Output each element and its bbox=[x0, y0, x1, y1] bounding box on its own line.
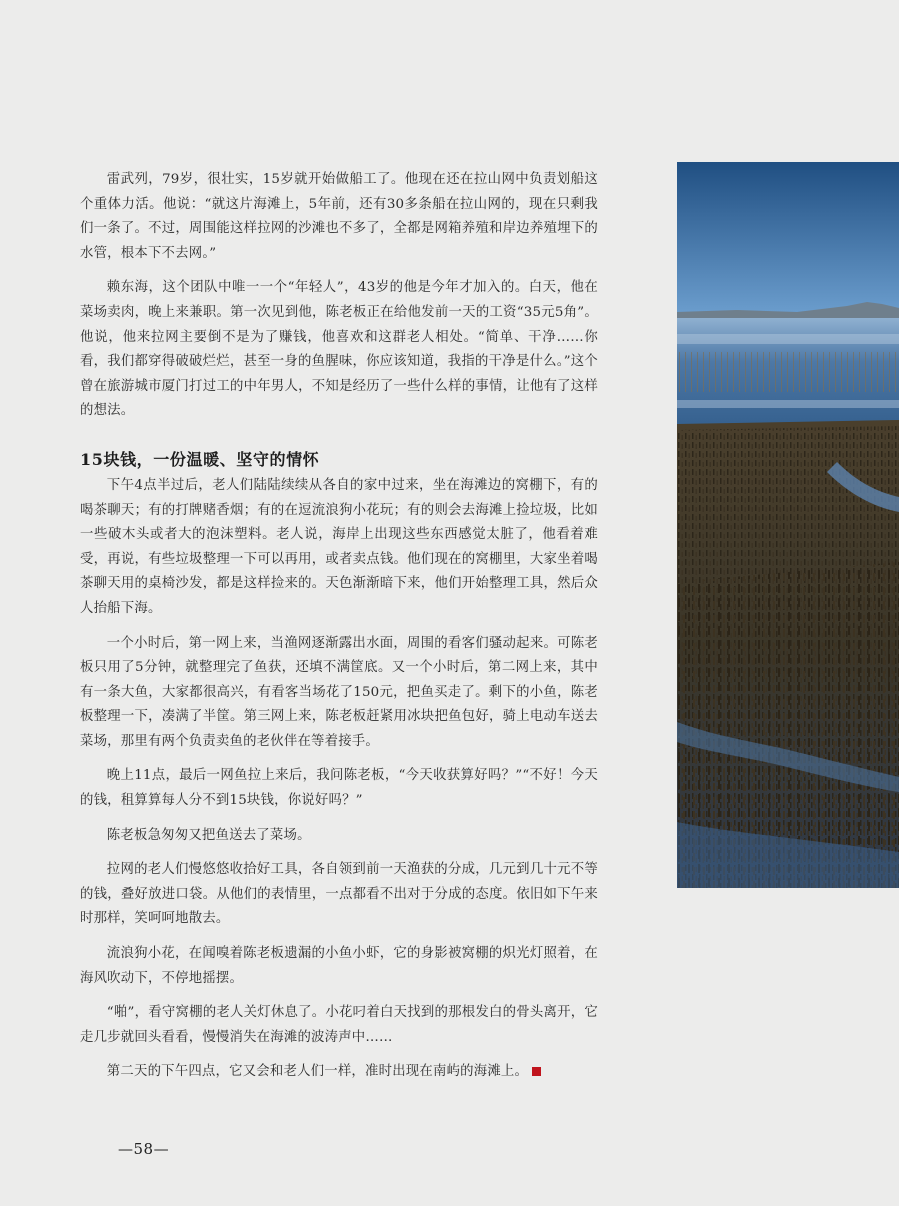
mudflat-photo-image bbox=[677, 162, 899, 888]
paragraph-last-net: 晚上11点，最后一网鱼拉上来后，我问陈老板，“今天收获算好吗？”“不好！今天的钱，租算算每人分不到15块钱，你说好吗？” bbox=[80, 768, 598, 809]
paragraph-first-net: 一个小时后，第一网上来，当渔网逐渐露出水面，周围的看客们骚动起来。可陈老板只用了5分钟，就整理完了鱼获，还填不满筐底。又一个小时后，第二网上来，其中有一条大鱼，大家都很高兴，有看客当场花了150元，把鱼买走了。剩下的小鱼，陈老板整理一下，凑满了半筐。第三网上来，陈老板赶紧用冰块把鱼包好，骑上电动车送去菜场，那里有两个负责卖鱼的老伙伴在等着接手。 bbox=[80, 635, 598, 749]
article-body bbox=[80, 168, 598, 1095]
paragraph-lights-off: “啪”，看守窝棚的老人关灯休息了。小花叼着白天找到的那根发白的骨头离开，它走几步就回头看看，慢慢消失在海滩的波涛声中…… bbox=[80, 1005, 598, 1045]
closing-sentence: 第二天的下午四点，它又会和老人们一样，准时出现在南屿的海滩上。 bbox=[106, 1064, 529, 1080]
paragraph-boss-leaves: 陈老板急匆匆又把鱼送去了菜场。 bbox=[106, 827, 311, 843]
paragraph-stray-dog: 流浪狗小花，在闻嗅着陈老板遗漏的小鱼小虾，它的身影被窝棚的炽光灯照着，在海风吹动下，不停地摇摆。 bbox=[80, 946, 598, 986]
end-of-article-mark bbox=[532, 1067, 541, 1076]
paragraph-share: 拉网的老人们慢悠悠收拾好工具，各自领到前一天渔获的分成，几元到几十元不等的钱，叠好放进口袋。从他们的表情里，一点都看不出对于分成的态度。依旧如下午来时那样，笑呵呵地散去。 bbox=[80, 862, 598, 927]
paragraph-next-day bbox=[80, 1060, 598, 1085]
paragraph-lai-donghai: 赖东海，这个团队中唯一一个“年轻人”，43岁的他是今年才加入的。白天，他在菜场卖肉，晚上来兼职。第一次见到他，陈老板正在给他发前一天的工资“35元5角”。他说，他来拉网主要倒不是为了赚钱，他喜欢和这群老人相处。“简单、干净……你看，我们都穿得破破烂烂，甚至一身的鱼腥味，你应该知道，我指的干净是什么。”这个曾在旅游城市厦门打过工的中年男人，不知是经历了一些什么样的事情，让他有了这样的想法。 bbox=[80, 280, 598, 419]
page-number: —58— bbox=[118, 1140, 170, 1158]
paragraph-lei-wulie: 雷武列，79岁，很壮实，15岁就开始做船工了。他现在还在拉山网中负责划船这个重体力活。他说：“就这片海滩上，5年前，还有30多条船在拉山网的，现在只剩我们一条了。不过，周围能这样拉网的沙滩也不多了，全都是网箱养殖和岸边养殖埋下的水管，根本下不去网。” bbox=[80, 172, 598, 261]
mudflat-photo bbox=[677, 162, 899, 888]
section-heading: 15块钱，一份温暖、坚守的情怀 bbox=[80, 449, 320, 469]
paragraph-afternoon: 下午4点半过后，老人们陆陆续续从各自的家中过来，坐在海滩边的窝棚下，有的喝茶聊天；有的打牌赌香烟；有的在逗流浪狗小花玩；有的则会去海滩上捡垃圾，比如一些破木头或者大的泡沫塑料。老人说，海岸上出现这些东西感觉太脏了，他看着难受，再说，有些垃圾整理一下可以再用，或者卖点钱。他们现在的窝棚里，大家坐着喝茶聊天用的桌椅沙发，都是这样捡来的。天色渐渐暗下来，他们开始整理工具，然后众人抬船下海。 bbox=[80, 477, 598, 616]
